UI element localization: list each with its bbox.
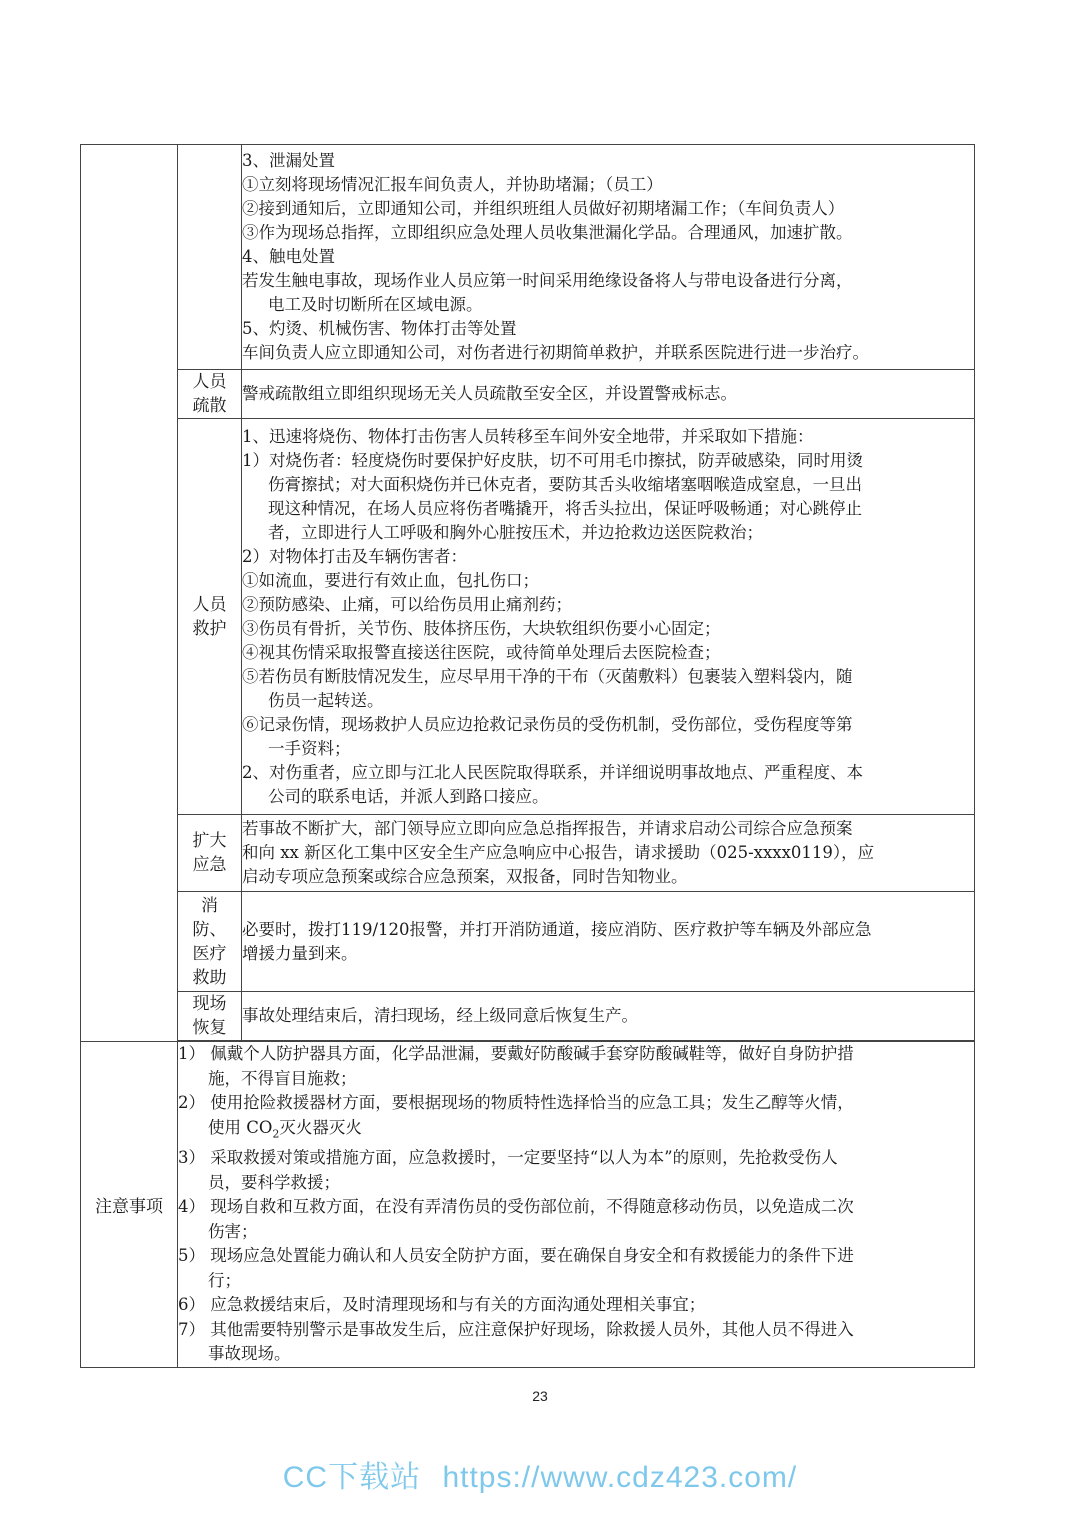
label-text: 救助 xyxy=(192,967,227,988)
co2-suffix: 灭火器灭火 xyxy=(279,1117,362,1137)
disposal-line: 3、泄漏处置 xyxy=(242,151,335,170)
fire-content xyxy=(242,892,975,992)
rescue-line: ③伤员有骨折，关节伤、肢体挤压伤，大块软组织伤要小心固定； xyxy=(242,618,721,638)
disposal-line: 若发生触电事故，现场作业人员应第一时间采用绝缘设备将人与带电设备进行分离， xyxy=(242,271,853,290)
label-text: 人员 xyxy=(192,594,227,615)
row-notes xyxy=(81,1042,975,1368)
row-disposal xyxy=(81,145,975,370)
notes-line: 事故现场。 xyxy=(208,1344,291,1364)
label-text: 消 xyxy=(201,895,218,916)
notes-line: 4） 现场自救和互救方面，在没有弄清伤员的受伤部位前，不得随意移动伤员，以免造成二次 xyxy=(178,1197,854,1217)
disposal-line: 5、灼烫、机械伤害、物体打击等处置 xyxy=(242,319,517,338)
notes-line: 伤害； xyxy=(208,1221,258,1241)
notes-line: 6） 应急救援结束后，及时清理现场和与有关的方面沟通处理相关事宜； xyxy=(178,1295,706,1315)
disposal-line: 车间负责人应立即通知公司，对伤者进行初期简单救护，并联系医院进行进一步治疗。 xyxy=(242,343,869,362)
watermark-url: https://www.cdz423.com/ xyxy=(442,1461,798,1494)
recovery-label xyxy=(178,992,242,1041)
left-column-blank xyxy=(81,145,178,1042)
rescue-content xyxy=(242,419,975,815)
label-text: 恢复 xyxy=(192,1018,227,1038)
watermark xyxy=(0,1452,1080,1496)
label-text: 人员 xyxy=(192,372,227,392)
rescue-line: ④视其伤情采取报警直接送往医院，或待简单处理后去医院检查； xyxy=(242,642,721,662)
rescue-line: 公司的联系电话，并派人到路口接应。 xyxy=(268,786,549,806)
rescue-line: ②预防感染、止痛，可以给伤员用止痛剂药； xyxy=(242,594,572,614)
disposal-line: 4、触电处置 xyxy=(242,247,335,266)
notes-line: 3） 采取救援对策或措施方面，应急救援时，一定要坚持“以人为本”的原则，先抢救受伤人 xyxy=(178,1148,838,1168)
emergency-procedure-table xyxy=(80,144,975,1368)
fire-label xyxy=(178,892,242,992)
rescue-line: 1、迅速将烧伤、物体打击伤害人员转移至车间外安全地带，并采取如下措施： xyxy=(242,426,814,446)
evacuation-content xyxy=(242,370,975,419)
expand-line: 启动专项应急预案或综合应急预案，双报备，同时告知物业。 xyxy=(242,867,688,886)
notes-line: 5） 现场应急处置能力确认和人员安全防护方面，要在确保自身安全和有救援能力的条件下进 xyxy=(178,1246,854,1266)
notes-line: 1） 佩戴个人防护器具方面，化学品泄漏，要戴好防酸碱手套穿防酸碱鞋等，做好自身防护措 xyxy=(178,1044,854,1063)
disposal-line: ②接到通知后，立即通知公司，并组织班组人员做好初期堵漏工作；（车间负责人） xyxy=(242,199,845,218)
rescue-line: ⑤若伤员有断肢情况发生，应尽早用干净的干布（灭菌敷料）包裹装入塑料袋内，随 xyxy=(242,666,853,686)
rescue-line: 者，立即进行人工呼吸和胸外心脏按压术，并边抢救边送医院救治； xyxy=(268,522,763,542)
expand-line: 若事故不断扩大，部门领导应立即向应急总指挥报告，并请求启动公司综合应急预案 xyxy=(242,819,853,838)
notes-line: 行； xyxy=(208,1270,241,1290)
notes-line: 7） 其他需要特别警示是事故发生后，应注意保护好现场，除救援人员外，其他人员不得进入 xyxy=(178,1319,854,1339)
disposal-line: ③作为现场总指挥，立即组织应急处理人员收集泄漏化学品。合理通风，加速扩散。 xyxy=(242,223,853,242)
disposal-label xyxy=(178,145,242,370)
expand-label xyxy=(178,815,242,892)
row-fire-medical xyxy=(81,892,975,992)
notes-line: 施，不得盲目施救； xyxy=(208,1068,357,1088)
page-number: 23 xyxy=(532,1388,548,1404)
disposal-content xyxy=(242,145,975,370)
notes-label: 注意事项 xyxy=(81,1042,178,1368)
co2-subscript: 2 xyxy=(272,1126,280,1140)
row-rescue xyxy=(81,419,975,815)
evacuation-text: 警戒疏散组立即组织现场无关人员疏散至安全区，并设置警戒标志。 xyxy=(242,384,737,403)
rescue-line: 伤员一起转送。 xyxy=(268,690,384,710)
fire-line: 必要时，拨打119/120报警，并打开消防通道，接应消防、医疗救护等车辆及外部应急 xyxy=(242,919,872,939)
label-text: 扩大 xyxy=(192,831,227,851)
notes-line xyxy=(178,1116,974,1147)
label-text: 现场 xyxy=(192,994,227,1014)
rescue-line: 1）对烧伤者：轻度烧伤时要保护好皮肤，切不可用毛巾擦拭，防弄破感染，同时用烫 xyxy=(242,450,863,470)
recovery-content xyxy=(242,992,975,1041)
row-expand xyxy=(81,815,975,892)
watermark-brand: CC下载站 xyxy=(282,1461,422,1494)
notes-content xyxy=(178,1042,975,1368)
expand-content xyxy=(242,815,975,892)
rescue-line: 现这种情况，在场人员应将伤者嘴撬开，将舌头拉出，保证呼吸畅通；对心跳停止 xyxy=(268,498,862,518)
label-text: 疏散 xyxy=(192,396,227,416)
rescue-line: 2、对伤重者，应立即与江北人民医院取得联系，并详细说明事故地点、严重程度、本 xyxy=(242,762,863,782)
rescue-line: 2）对物体打击及车辆伤害者： xyxy=(242,546,467,566)
rescue-label xyxy=(178,419,242,815)
disposal-line: ①立刻将现场情况汇报车间负责人，并协助堵漏；（员工） xyxy=(242,175,663,194)
label-text: 应急 xyxy=(192,855,227,875)
label-text: 防、 xyxy=(192,919,227,940)
label-text: 救护 xyxy=(192,618,227,639)
notes-line: 员，要科学救援； xyxy=(208,1172,340,1192)
rescue-line: ①如流血，要进行有效止血，包扎伤口； xyxy=(242,570,539,590)
disposal-line: 电工及时切断所在区域电源。 xyxy=(268,295,483,314)
row-evacuation xyxy=(81,370,975,419)
evacuation-label xyxy=(178,370,242,419)
label-text: 医疗 xyxy=(192,943,227,964)
row-recovery xyxy=(81,992,975,1041)
fire-line: 增援力量到来。 xyxy=(242,943,358,963)
rescue-line: ⑥记录伤情，现场救护人员应边抢救记录伤员的受伤机制，受伤部位，受伤程度等第 xyxy=(242,714,853,734)
recovery-text: 事故处理结束后，清扫现场，经上级同意后恢复生产。 xyxy=(242,1006,638,1025)
co2-prefix: 使用 CO xyxy=(208,1117,273,1137)
notes-line: 2） 使用抢险救援器材方面，要根据现场的物质特性选择恰当的应急工具；发生乙醇等火情， xyxy=(178,1093,854,1112)
rescue-line: 伤膏擦拭；对大面积烧伤并已休克者，要防其舌头收缩堵塞咽喉造成窒息，一旦出 xyxy=(268,474,862,494)
rescue-line: 一手资料； xyxy=(268,738,351,758)
expand-line: 和向 xx 新区化工集中区安全生产应急响应中心报告，请求援助（025-xxxx0119），应 xyxy=(242,843,875,862)
